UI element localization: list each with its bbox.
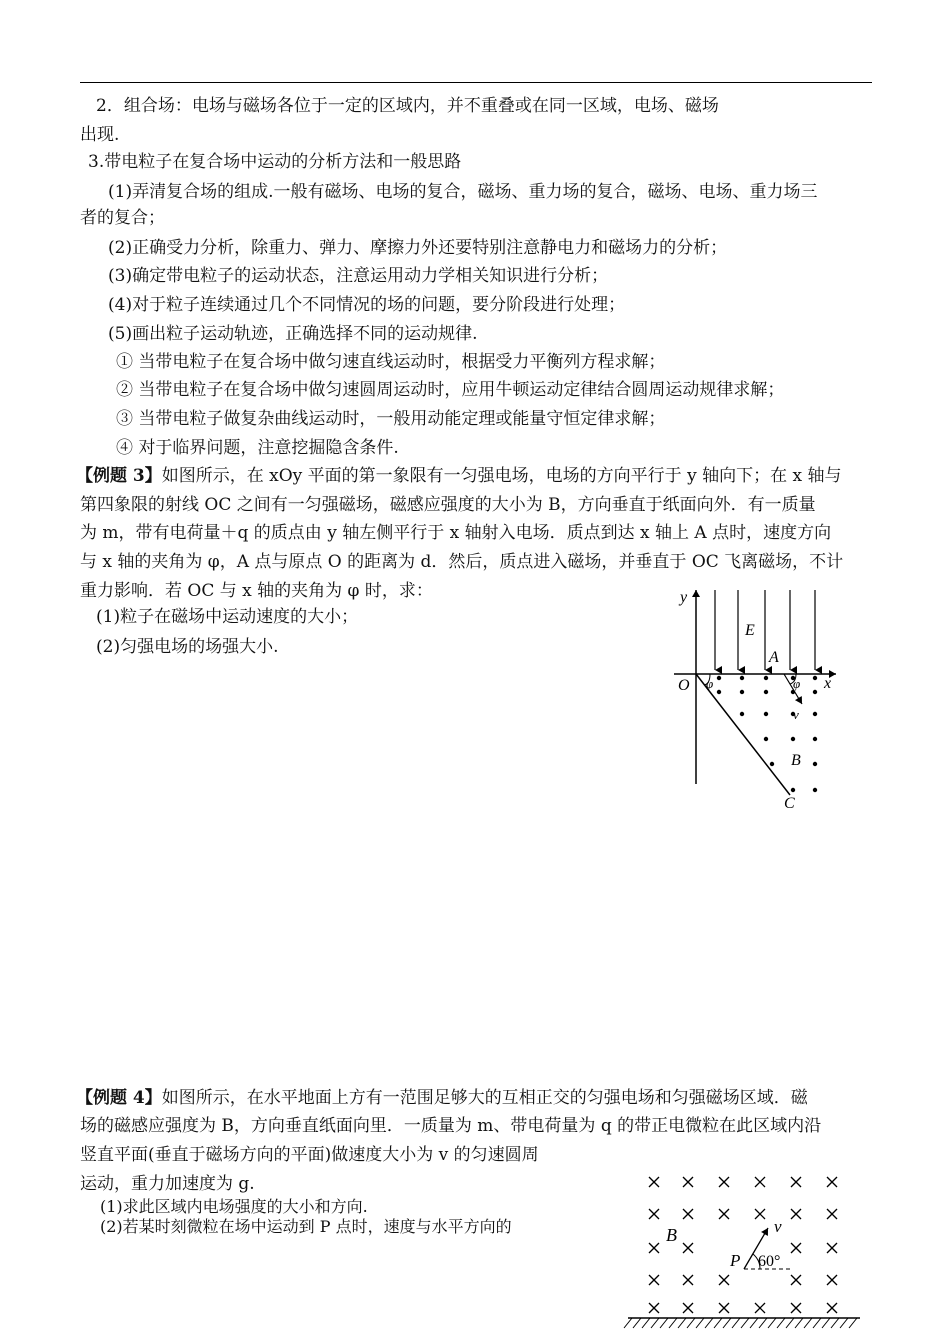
example4-tag: 【例题 4】 bbox=[76, 1088, 162, 1108]
label-E: E bbox=[745, 622, 755, 639]
example4-line: 竖直平面(垂直于磁场方向的平面)做速度大小为 v 的匀速圆周 bbox=[80, 1145, 539, 1165]
ground-hatch bbox=[624, 1318, 857, 1328]
label-P: P bbox=[730, 1251, 741, 1270]
label-phi-o: φ bbox=[706, 676, 714, 691]
example3-line: 与 x 轴的夹角为 φ，A 点与原点 O 的距离为 d．然后，质点进入磁场，并垂直于 OC 飞离磁场，不计 bbox=[80, 552, 844, 572]
label-B: B bbox=[791, 752, 801, 769]
label-O: O bbox=[678, 677, 690, 694]
text-line: 出现. bbox=[80, 125, 120, 145]
label-C: C bbox=[784, 795, 795, 812]
example3-line bbox=[76, 465, 842, 487]
example3-line: 重力影响．若 OC 与 x 轴的夹角为 φ 时，求： bbox=[80, 581, 433, 601]
text-line: (5)画出粒子运动轨迹，正确选择不同的运动规律. bbox=[108, 324, 478, 344]
example4-line bbox=[76, 1087, 808, 1109]
example4-question: (1)求此区域内电场强度的大小和方向. bbox=[100, 1197, 368, 1216]
example3-question: (2)匀强电场的场强大小. bbox=[96, 637, 279, 657]
example3-question: (1)粒子在磁场中运动速度的大小； bbox=[96, 607, 359, 627]
example3-line: 为 m，带有电荷量＋q 的质点由 y 轴左侧平行于 x 轴射入电场．质点到达 x 轴上 A 点时，速度方向 bbox=[80, 523, 832, 543]
label-y: y bbox=[680, 589, 688, 606]
text-line: 3.带电粒子在复合场中运动的分析方法和一般思路 bbox=[88, 152, 462, 172]
example4-question: (2)若某时刻微粒在场中运动到 P 点时，速度与水平方向的 bbox=[100, 1217, 512, 1236]
text-line: (3)确定带电粒子的运动状态，注意运用动力学相关知识进行分析； bbox=[108, 266, 609, 286]
example4-line: 运动，重力加速度为 g. bbox=[80, 1174, 255, 1194]
magnetic-field-dots bbox=[717, 676, 817, 792]
text-line: 者的复合； bbox=[80, 208, 165, 228]
example3-text: 如图所示，在 xOy 平面的第一象限有一匀强电场，电场的方向平行于 y 轴向下；在 x 轴与 bbox=[161, 466, 842, 486]
header-rule bbox=[80, 82, 872, 83]
label-A: A bbox=[769, 649, 779, 666]
label-v: v bbox=[774, 1217, 782, 1236]
example4-text: 如图所示，在水平地面上方有一范围足够大的互相正交的匀强电场和匀强磁场区域．磁 bbox=[161, 1088, 808, 1108]
example3-line: 第四象限的射线 OC 之间有一匀强磁场，磁感应强度的大小为 B，方向垂直于纸面向外．有一质量 bbox=[80, 495, 816, 515]
example4-line: 场的磁感应强度为 B，方向垂直纸面向里．一质量为 m、带电荷量为 q 的带正电微粒在此区域内沿 bbox=[80, 1116, 822, 1136]
label-angle: 60° bbox=[758, 1253, 781, 1270]
text-line: ② 当带电粒子在复合场中做匀速圆周运动时，应用牛顿运动定律结合圆周运动规律求解； bbox=[116, 380, 785, 400]
example3-tag: 【例题 3】 bbox=[76, 466, 162, 486]
figure-3-diagram bbox=[660, 580, 860, 820]
text-line: (4)对于粒子连续通过几个不同情况的场的问题，要分阶段进行处理； bbox=[108, 295, 626, 315]
text-line: 2．组合场：电场与磁场各位于一定的区域内，并不重叠或在同一区域，电场、磁场 bbox=[96, 96, 719, 116]
label-v: v bbox=[793, 707, 799, 722]
text-line: (1)弄清复合场的组成.一般有磁场、电场的复合，磁场、重力场的复合，磁场、电场、重力场三 bbox=[108, 182, 818, 202]
text-line: ① 当带电粒子在复合场中做匀速直线运动时，根据受力平衡列方程求解； bbox=[116, 352, 666, 372]
magnetic-field-crosses bbox=[649, 1177, 837, 1313]
text-line: ④ 对于临界问题，注意挖掘隐含条件. bbox=[116, 438, 399, 458]
figure-4-diagram bbox=[620, 1168, 890, 1338]
label-phi-a: φ bbox=[793, 676, 801, 691]
label-x: x bbox=[824, 675, 832, 692]
text-line: (2)正确受力分析，除重力、弹力、摩擦力外还要特别注意静电力和磁场力的分析； bbox=[108, 238, 728, 258]
text-line: ③ 当带电粒子做复杂曲线运动时，一般用动能定理或能量守恒定律求解； bbox=[116, 409, 666, 429]
label-B: B bbox=[666, 1225, 677, 1245]
